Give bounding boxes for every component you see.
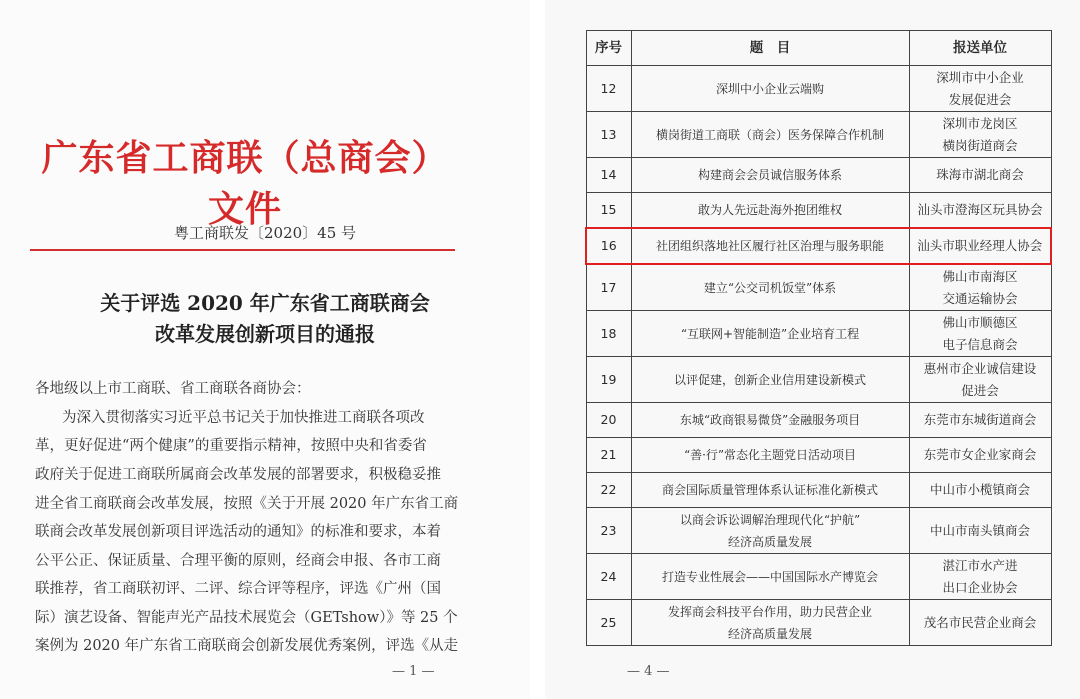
- row-title-line: 横岗街道工商联（商会）医务保障合作机制: [655, 127, 884, 142]
- row-seq: 18: [586, 311, 631, 357]
- row-unit-line: 出口企业协会: [942, 579, 1018, 595]
- salutation: 各地级以上市工商联、省工商联各商协会：: [35, 381, 311, 397]
- row-title-line: 经济高质量发展: [727, 534, 812, 549]
- right-document-page: [545, 0, 1080, 699]
- row-seq: 25: [586, 600, 631, 646]
- table-row: [586, 357, 1051, 403]
- row-title: [631, 508, 909, 554]
- row-title: [631, 600, 909, 646]
- row-title-line: 以商会诉讼调解治理现代化“护航”: [679, 512, 861, 527]
- row-seq: 20: [586, 403, 631, 438]
- row-title-line: “善·行”常态化主题党日活动项目: [683, 448, 857, 462]
- row-seq: 15: [586, 193, 631, 229]
- table-row: [586, 112, 1051, 158]
- document-header: 广东省工商联（总商会）文件: [41, 137, 449, 230]
- row-seq: 17: [586, 264, 631, 311]
- row-unit: [909, 66, 1051, 112]
- row-title: [631, 438, 909, 473]
- page-number: — 1 —: [392, 664, 435, 679]
- body-line: 公平公正、保证质量、合理平衡的原则，经商会申报、各市工商: [35, 553, 441, 569]
- row-unit-line: 惠州市企业诚信建设: [923, 360, 1037, 376]
- row-title-line: “互联网+智能制造”企业培育工程: [680, 326, 860, 341]
- row-unit-line: 东莞市东城街道商会: [923, 412, 1037, 427]
- row-seq: 23: [586, 508, 631, 554]
- notice-title-line-1: 关于评选 2020 年广东省工商联商会: [100, 291, 430, 315]
- body-line: 革，更好促进“两个健康”的重要指示精神，按照中央和省委省: [35, 438, 427, 454]
- row-unit: [909, 357, 1051, 403]
- row-unit: [909, 264, 1051, 311]
- row-unit-line: 深圳市龙岗区: [942, 115, 1018, 131]
- row-title: [631, 403, 909, 438]
- left-document-page: [0, 0, 530, 699]
- table-row: [586, 66, 1051, 112]
- body-line: 联商会改革发展创新项目评选活动的通知》的标准和要求，本着: [35, 524, 441, 540]
- row-unit: [909, 158, 1051, 193]
- table-row: [586, 193, 1051, 229]
- row-unit-line: 促进会: [961, 382, 999, 398]
- row-seq: 13: [586, 112, 631, 158]
- header-seq: 序号: [586, 31, 631, 66]
- row-unit-line: 珠海市湖北商会: [936, 167, 1024, 182]
- document-number: 粤工商联发〔2020〕45 号: [173, 224, 357, 242]
- row-unit-line: 横岗街道商会: [942, 137, 1018, 153]
- row-unit-line: 湛江市水产进: [942, 557, 1018, 573]
- table-header-row: [586, 31, 1051, 66]
- row-title: [631, 311, 909, 357]
- row-seq: 24: [586, 554, 631, 600]
- row-seq: 22: [586, 473, 631, 508]
- table-row: [586, 403, 1051, 438]
- row-seq: 19: [586, 357, 631, 403]
- body-line: 联推荐，省工商联初评、二评、综合评等程序，评选《广州（国: [35, 581, 441, 597]
- row-unit: [909, 112, 1051, 158]
- row-title: [631, 193, 909, 229]
- table-row: [586, 554, 1051, 600]
- row-title-line: 发挥商会科技平台作用，助力民营企业: [667, 604, 872, 619]
- row-seq: 14: [586, 158, 631, 193]
- row-unit-line: 东莞市女企业家商会: [923, 447, 1037, 462]
- row-unit-line: 茂名市民营企业商会: [923, 614, 1037, 630]
- red-divider: [30, 249, 455, 251]
- row-unit: [909, 403, 1051, 438]
- row-unit-line: 佛山市南海区: [942, 268, 1018, 284]
- row-unit: [909, 438, 1051, 473]
- row-title-line: 打造专业性展会——中国国际水产博览会: [661, 569, 878, 584]
- body-line: 政府关于促进工商联所属商会改革发展的部署要求，积极稳妥推: [35, 467, 441, 483]
- row-title: [631, 66, 909, 112]
- notice-title-line-2: 改革发展创新项目的通报: [155, 322, 375, 346]
- table-row: [586, 158, 1051, 193]
- row-unit-line: 佛山市顺德区: [942, 314, 1018, 330]
- row-title-line: 构建商会会员诚信服务体系: [697, 168, 842, 182]
- row-unit: [909, 311, 1051, 357]
- row-seq: 21: [586, 438, 631, 473]
- row-unit: [909, 228, 1051, 264]
- row-unit: [909, 508, 1051, 554]
- table-row: [586, 508, 1051, 554]
- row-seq: 16: [586, 228, 631, 264]
- row-unit-line: 汕头市澄海区玩具协会: [917, 202, 1043, 217]
- row-title-line: 东城“政商银易微贷”金融服务项目: [679, 413, 861, 427]
- row-unit-line: 中山市小榄镇商会: [929, 482, 1030, 497]
- row-title: [631, 264, 909, 311]
- row-unit-line: 发展促进会: [948, 91, 1012, 107]
- row-title-line: 以评促建，创新企业信用建设新模式: [673, 372, 866, 387]
- row-title-line: 敢为人先远赴海外抱团维权: [697, 203, 842, 217]
- row-title: [631, 554, 909, 600]
- table-row: [586, 264, 1051, 311]
- row-unit-line: 中山市南头镇商会: [929, 522, 1030, 538]
- table-row: [586, 473, 1051, 508]
- award-table: [585, 30, 1052, 646]
- row-unit: [909, 554, 1051, 600]
- body-line: 进全省工商联商会改革发展，按照《关于开展 2020 年广东省工商: [35, 496, 459, 512]
- row-title: [631, 228, 909, 264]
- row-unit: [909, 473, 1051, 508]
- body-line: 际）演艺设备、智能声光产品技术展览会（GETshow）》等 25 个: [35, 610, 458, 626]
- table-row-highlighted: [586, 228, 1051, 264]
- row-title: [631, 357, 909, 403]
- row-title-line: 建立“公交司机饭堂”体系: [703, 280, 837, 295]
- row-unit-line: 汕头市职业经理人协会: [917, 238, 1043, 253]
- table-row: [586, 600, 1051, 646]
- page-number: — 4 —: [627, 664, 670, 679]
- row-title-line: 深圳中小企业云端购: [715, 81, 824, 96]
- row-unit-line: 电子信息商会: [942, 336, 1018, 352]
- row-unit: [909, 193, 1051, 229]
- body-line: 案例为 2020 年广东省工商联商会创新发展优秀案例，评选《从走: [35, 638, 459, 654]
- row-title-line: 经济高质量发展: [727, 626, 812, 641]
- body-line: 为深入贯彻落实习近平总书记关于加快推进工商联各项改: [62, 410, 425, 426]
- table-row: [586, 311, 1051, 357]
- row-unit: [909, 600, 1051, 646]
- header-title: 题 目: [631, 31, 909, 66]
- row-seq: 12: [586, 66, 631, 112]
- row-title: [631, 112, 909, 158]
- row-title-line: 社团组织落地社区履行社区治理与服务职能: [655, 239, 884, 253]
- row-title: [631, 473, 909, 508]
- table-row: [586, 438, 1051, 473]
- header-unit: 报送单位: [909, 31, 1051, 66]
- row-unit-line: 交通运输协会: [942, 290, 1018, 306]
- row-title: [631, 158, 909, 193]
- row-title-line: 商会国际质量管理体系认证标准化新模式: [661, 483, 878, 497]
- row-unit-line: 深圳市中小企业: [936, 69, 1024, 85]
- table-body: [586, 66, 1051, 646]
